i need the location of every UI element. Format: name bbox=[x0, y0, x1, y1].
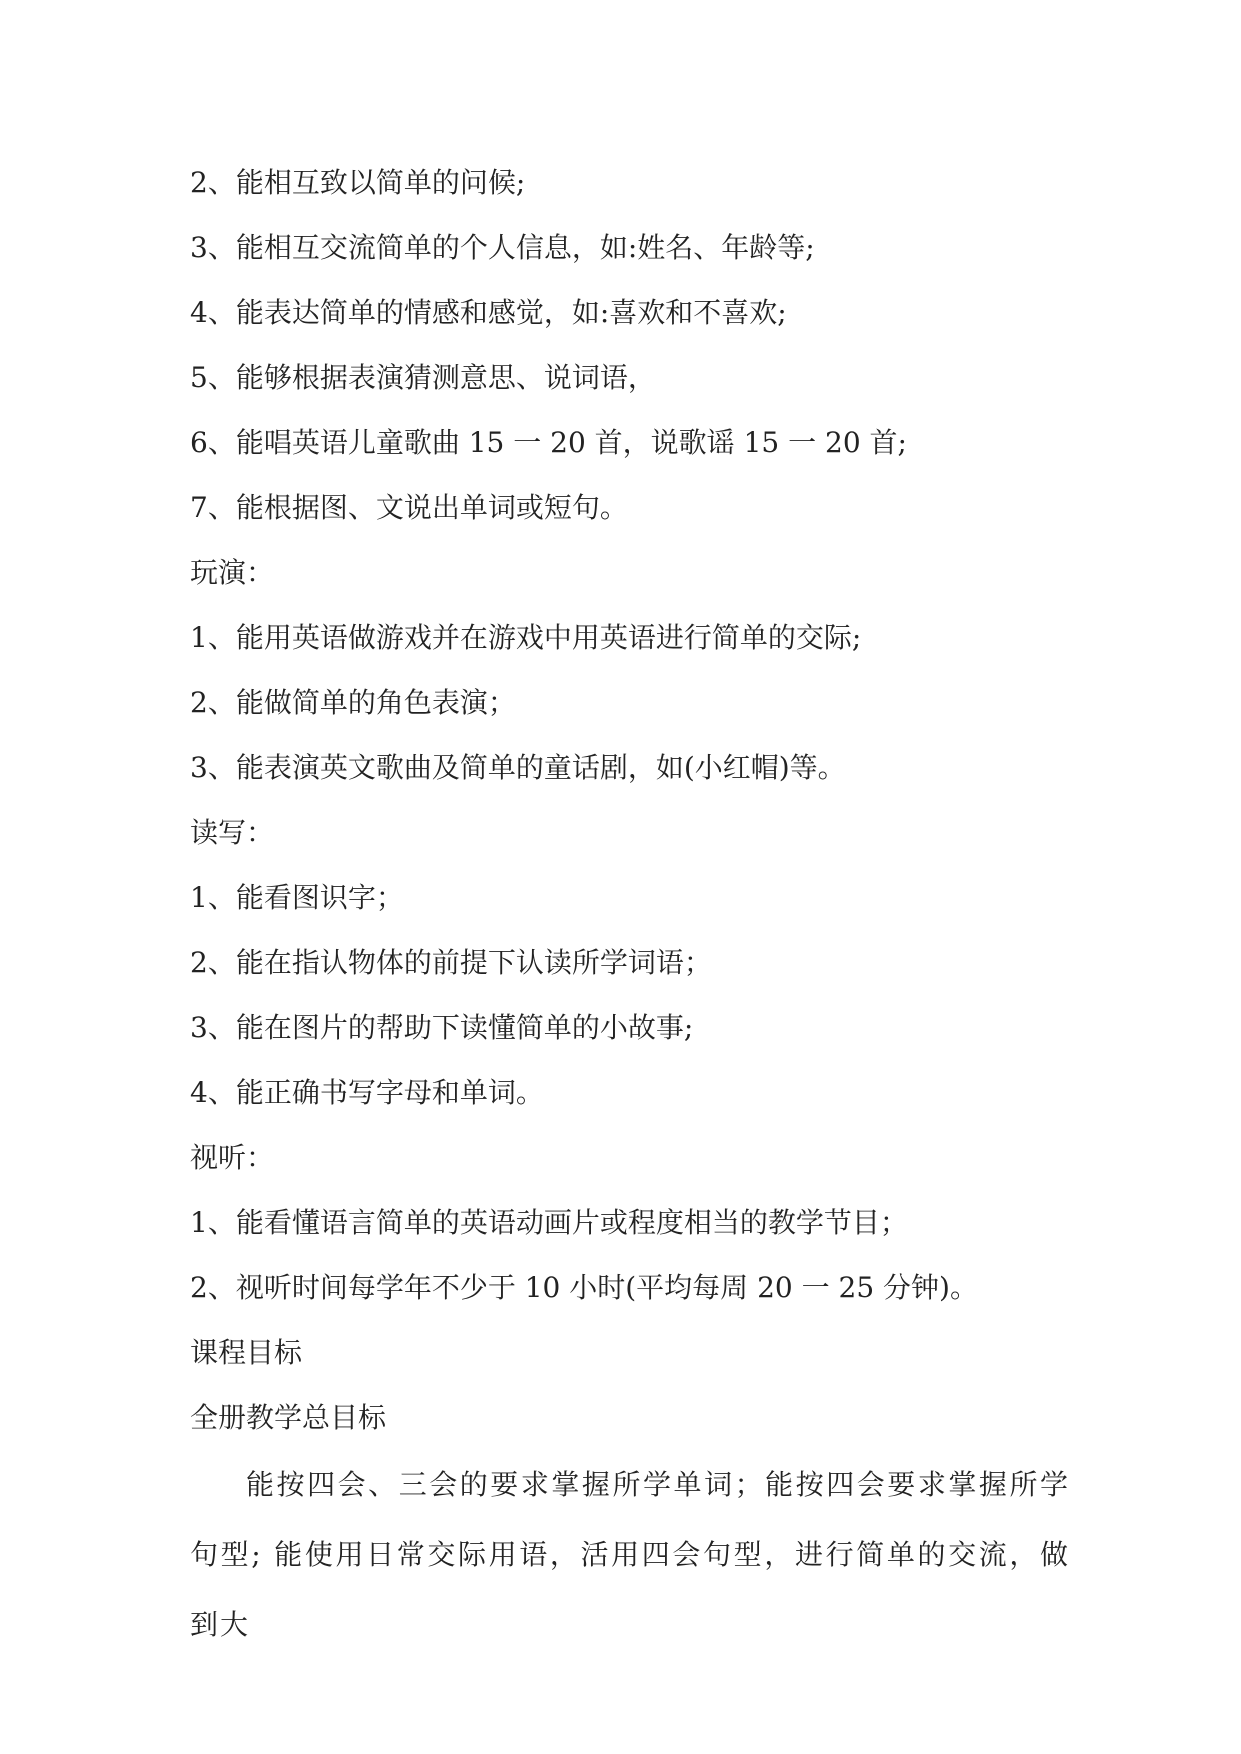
section-heading: 玩演： bbox=[190, 556, 275, 589]
body-paragraph: 能按四会、三会的要求掌握所学单词；能按四会要求掌握所学句型; 能使用日常交际用语，活用四会句型，进行简单的交流，做到大 bbox=[190, 1468, 1070, 1641]
text-line: 1、能用英语做游戏并在游戏中用英语进行简单的交际; bbox=[190, 621, 862, 654]
text-line: 3、能在图片的帮助下读懂简单的小故事; bbox=[190, 1011, 694, 1044]
text-line: 6、能唱英语儿童歌曲 15 一 20 首，说歌谣 15 一 20 首; bbox=[190, 426, 907, 459]
text-line: 3、能表演英文歌曲及简单的童话剧，如(小红帽)等。 bbox=[190, 751, 846, 784]
section-heading: 全册教学总目标 bbox=[190, 1401, 387, 1434]
text-line: 2、能相互致以简单的问候; bbox=[190, 166, 526, 199]
text-line: 2、视听时间每学年不少于 10 小时(平均每周 20 一 25 分钟)。 bbox=[190, 1271, 978, 1304]
text-line: 2、能在指认物体的前提下认读所学词语； bbox=[190, 946, 712, 979]
text-line: 1、能看图识字； bbox=[190, 881, 404, 914]
text-line: 2、能做简单的角色表演； bbox=[190, 686, 516, 719]
text-line: 3、能相互交流简单的个人信息，如:姓名、年龄等; bbox=[190, 231, 815, 264]
text-line: 4、能表达简单的情感和感觉，如:喜欢和不喜欢; bbox=[190, 296, 787, 329]
text-line: 5、能够根据表演猜测意思、说词语， bbox=[190, 361, 656, 394]
section-heading: 课程目标 bbox=[190, 1336, 303, 1369]
text-line: 4、能正确书写字母和单词。 bbox=[190, 1076, 544, 1109]
text-line: 7、能根据图、文说出单词或短句。 bbox=[190, 491, 628, 524]
section-heading: 视听： bbox=[190, 1141, 275, 1174]
text-line: 1、能看懂语言简单的英语动画片或程度相当的教学节目； bbox=[190, 1206, 908, 1239]
document-body bbox=[190, 150, 1070, 1660]
section-heading: 读写： bbox=[190, 816, 275, 849]
